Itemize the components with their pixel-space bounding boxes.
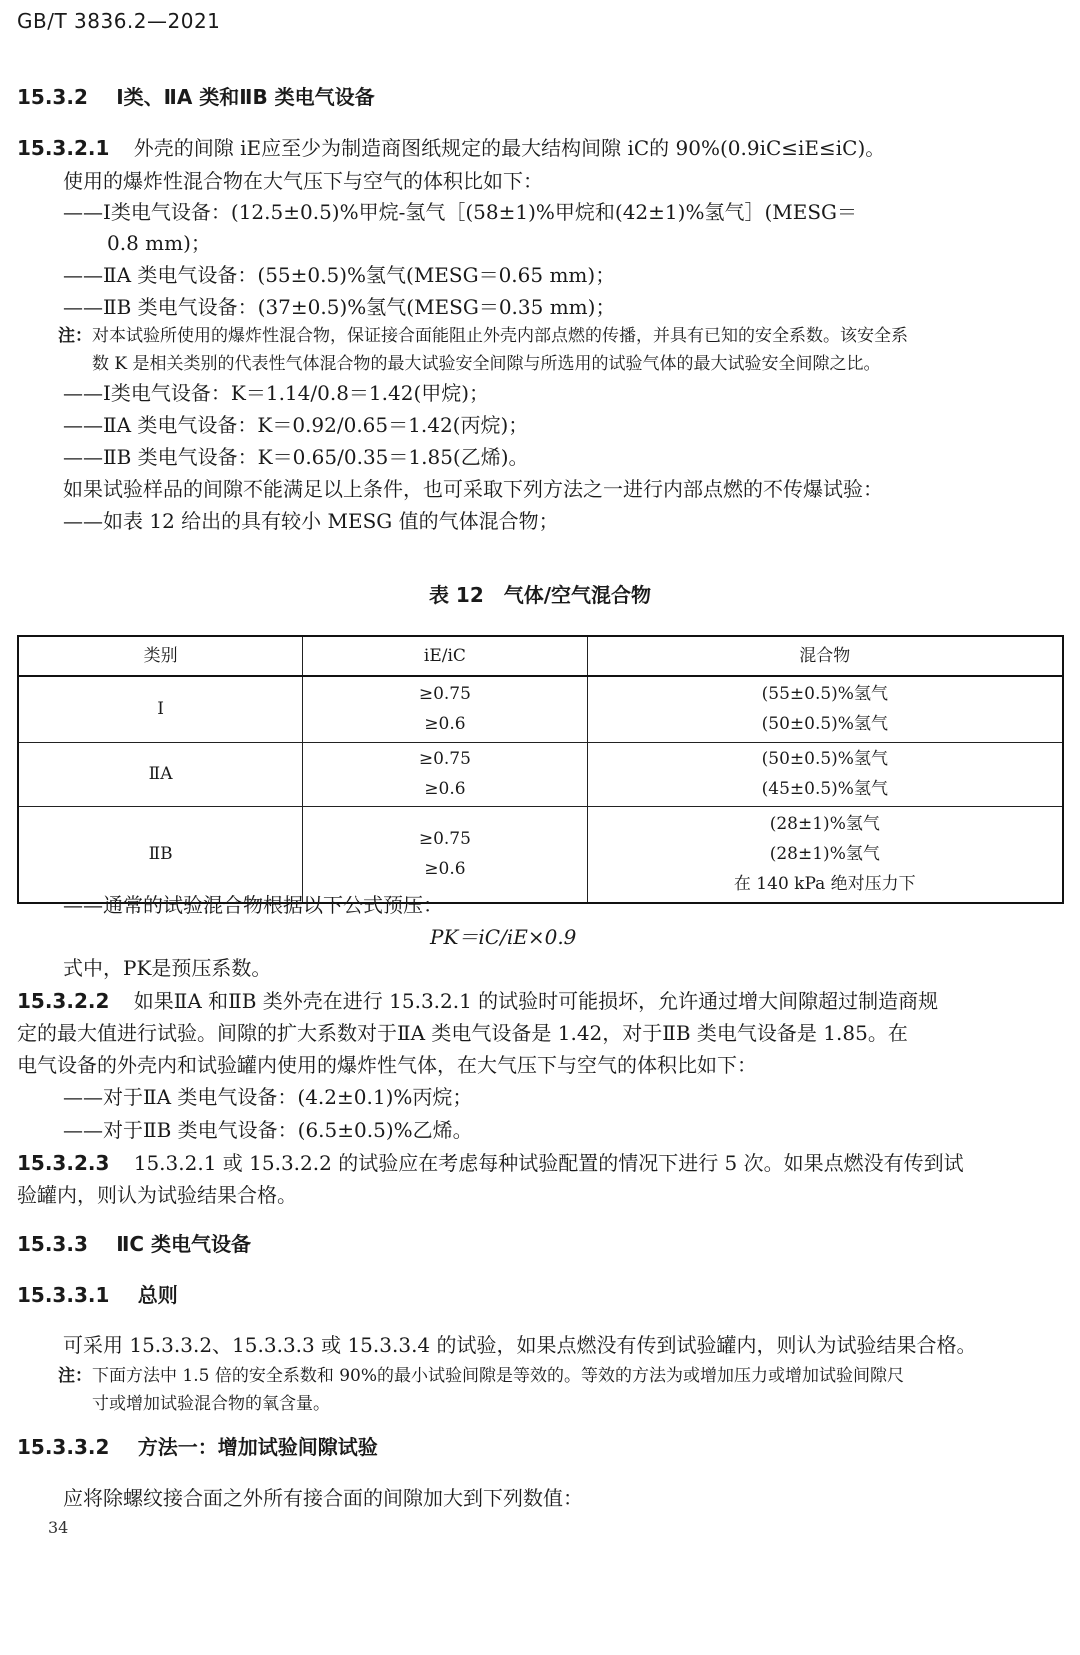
ratio-value: ≥0.6 — [424, 859, 466, 880]
section-title: 方法一：增加试验间隙试验 — [137, 1435, 378, 1459]
dash-item: ——ⅡA 类电气设备：(55±0.5)%氢气(MESG＝0.65 mm)； — [63, 263, 616, 287]
mixture-cell — [587, 676, 1063, 742]
dash-item: ——ⅡB 类电气设备：(37±0.5)%氢气(MESG＝0.35 mm)； — [63, 295, 616, 319]
note-label: 注： — [58, 326, 92, 346]
note-label: 注： — [58, 1366, 92, 1386]
table-caption: 表 12 气体/空气混合物 — [428, 583, 652, 607]
dash-item: ——Ⅰ类电气设备：K＝1.14/0.8＝1.42(甲烷)； — [63, 381, 490, 405]
section-title: 总则 — [137, 1283, 178, 1307]
ratio-value: ≥0.75 — [418, 684, 471, 705]
mixture-value: (50±0.5)%氢气 — [761, 714, 888, 735]
dash-item: ——对于ⅡA 类电气设备：(4.2±0.1)%丙烷； — [63, 1085, 473, 1109]
page-number: 34 — [48, 1518, 69, 1537]
dash-item: ——如表 12 给出的具有较小 MESG 值的气体混合物； — [63, 509, 559, 533]
section-15-3-2-3-line1 — [17, 1148, 964, 1178]
category-cell: ⅡB — [18, 806, 303, 903]
mixture-value: (50±0.5)%氢气 — [761, 749, 888, 769]
paragraph-text: 应将除螺纹接合面之外所有接合面的间隙加大到下列数值： — [63, 1486, 583, 1510]
ratio-value: ≥0.75 — [418, 829, 471, 850]
paragraph-text: 验罐内，则认为试验结果合格。 — [17, 1183, 297, 1207]
formula: PK＝iC/iE×0.9 — [430, 925, 577, 949]
dash-item-continuation: 0.8 mm)； — [107, 231, 211, 255]
paragraph-text: 15.3.2.1 或 15.3.2.2 的试验应在考虑每种试验配置的情况下进行 5 次。如果点燃没有传到试 — [133, 1151, 964, 1175]
table-row — [18, 742, 1063, 806]
column-header: iE/iC — [303, 636, 587, 676]
dash-item: ——Ⅰ类电气设备：(12.5±0.5)%甲烷-氢气［(58±1)%甲烷和(42±1)%氢气］(MESG＝ — [63, 200, 858, 224]
note-text: 对本试验所使用的爆炸性混合物，保证接合面能阻止外壳内部点燃的传播，并具有已知的安全系数。该安全系 — [92, 326, 908, 346]
ratio-value: ≥0.6 — [424, 779, 466, 799]
paragraph-text: 使用的爆炸性混合物在大气压下与空气的体积比如下： — [63, 169, 543, 193]
section-15-3-2-heading — [17, 82, 375, 112]
note-text: 下面方法中 1.5 倍的安全系数和 90%的最小试验间隙是等效的。等效的方法为或增加压力或增加试验间隙尺 — [92, 1366, 905, 1386]
paragraph-text: 电气设备的外壳内和试验罐内使用的爆炸性气体，在大气压下与空气的体积比如下： — [17, 1053, 757, 1077]
section-number: 15.3.2.3 — [17, 1151, 110, 1175]
column-header: 混合物 — [587, 636, 1063, 676]
dash-item: ——通常的试验混合物根据以下公式预压： — [63, 893, 443, 917]
ratio-value: ≥0.75 — [418, 749, 471, 769]
ratio-value: ≥0.6 — [424, 714, 466, 735]
category-cell: Ⅰ — [18, 676, 303, 742]
section-number: 15.3.3 — [17, 1232, 88, 1256]
note-text: 寸或增加试验混合物的氧含量。 — [92, 1394, 330, 1414]
section-15-3-3-2-heading — [17, 1432, 378, 1462]
note-line — [58, 322, 908, 350]
paragraph-text: 外壳的间隙 iE应至少为制造商图纸规定的最大结构间隙 iC的 90%(0.9iC≤iE≤iC)。 — [133, 136, 886, 160]
table-row — [18, 676, 1063, 742]
dash-item: ——ⅡB 类电气设备：K＝0.65/0.35＝1.85(乙烯)。 — [63, 445, 529, 469]
section-number: 15.3.2 — [17, 85, 88, 109]
section-number: 15.3.2.2 — [17, 989, 110, 1013]
section-title: Ⅰ类、ⅡA 类和ⅡB 类电气设备 — [116, 85, 375, 109]
mixture-value: (28±1)%氢气 — [769, 814, 880, 835]
mixture-value: 在 140 kPa 绝对压力下 — [733, 874, 916, 895]
mixture-value: (55±0.5)%氢气 — [761, 684, 888, 705]
mixture-value: (28±1)%氢气 — [769, 844, 880, 865]
mixture-cell — [587, 742, 1063, 806]
note-line — [58, 1362, 904, 1390]
table-12 — [17, 635, 1064, 904]
paragraph-text: 如果试验样品的间隙不能满足以上条件，也可采取下列方法之一进行内部点燃的不传爆试验： — [63, 477, 883, 501]
table-header-row — [18, 636, 1063, 676]
column-header: 类别 — [18, 636, 303, 676]
mixture-cell — [587, 806, 1063, 903]
section-number: 15.3.3.1 — [17, 1283, 110, 1307]
category-cell: ⅡA — [18, 742, 303, 806]
section-title: ⅡC 类电气设备 — [116, 1232, 252, 1256]
dash-item: ——ⅡA 类电气设备：K＝0.92/0.65＝1.42(丙烷)； — [63, 413, 529, 437]
paragraph-text: 可采用 15.3.3.2、15.3.3.3 或 15.3.3.4 的试验，如果点燃没有传到试验罐内，则认为试验结果合格。 — [63, 1333, 977, 1357]
ratio-cell — [303, 806, 587, 903]
section-15-3-2-2-line1 — [17, 986, 938, 1016]
section-number: 15.3.2.1 — [17, 136, 110, 160]
ratio-cell — [303, 676, 587, 742]
table-row — [18, 806, 1063, 903]
standard-header: GB/T 3836.2—2021 — [17, 9, 221, 33]
section-15-3-3-heading — [17, 1229, 251, 1259]
ratio-cell — [303, 742, 587, 806]
section-number: 15.3.3.2 — [17, 1435, 110, 1459]
dash-item: ——对于ⅡB 类电气设备：(6.5±0.5)%乙烯。 — [63, 1118, 473, 1142]
section-15-3-3-1-heading — [17, 1280, 178, 1310]
section-15-3-2-1-line1 — [17, 133, 885, 163]
paragraph-text: 定的最大值进行试验。间隙的扩大系数对于ⅡA 类电气设备是 1.42，对于ⅡB 类电气设备是 1.85。在 — [17, 1021, 908, 1045]
mixture-value: (45±0.5)%氢气 — [761, 779, 888, 799]
paragraph-text: 式中，PK是预压系数。 — [63, 956, 272, 980]
note-text: 数 K 是相关类别的代表性气体混合物的最大试验安全间隙与所选用的试验气体的最大试验安全间隙之比。 — [92, 354, 881, 374]
paragraph-text: 如果ⅡA 和ⅡB 类外壳在进行 15.3.2.1 的试验时可能损坏，允许通过增大间隙超过制造商规 — [133, 989, 939, 1013]
